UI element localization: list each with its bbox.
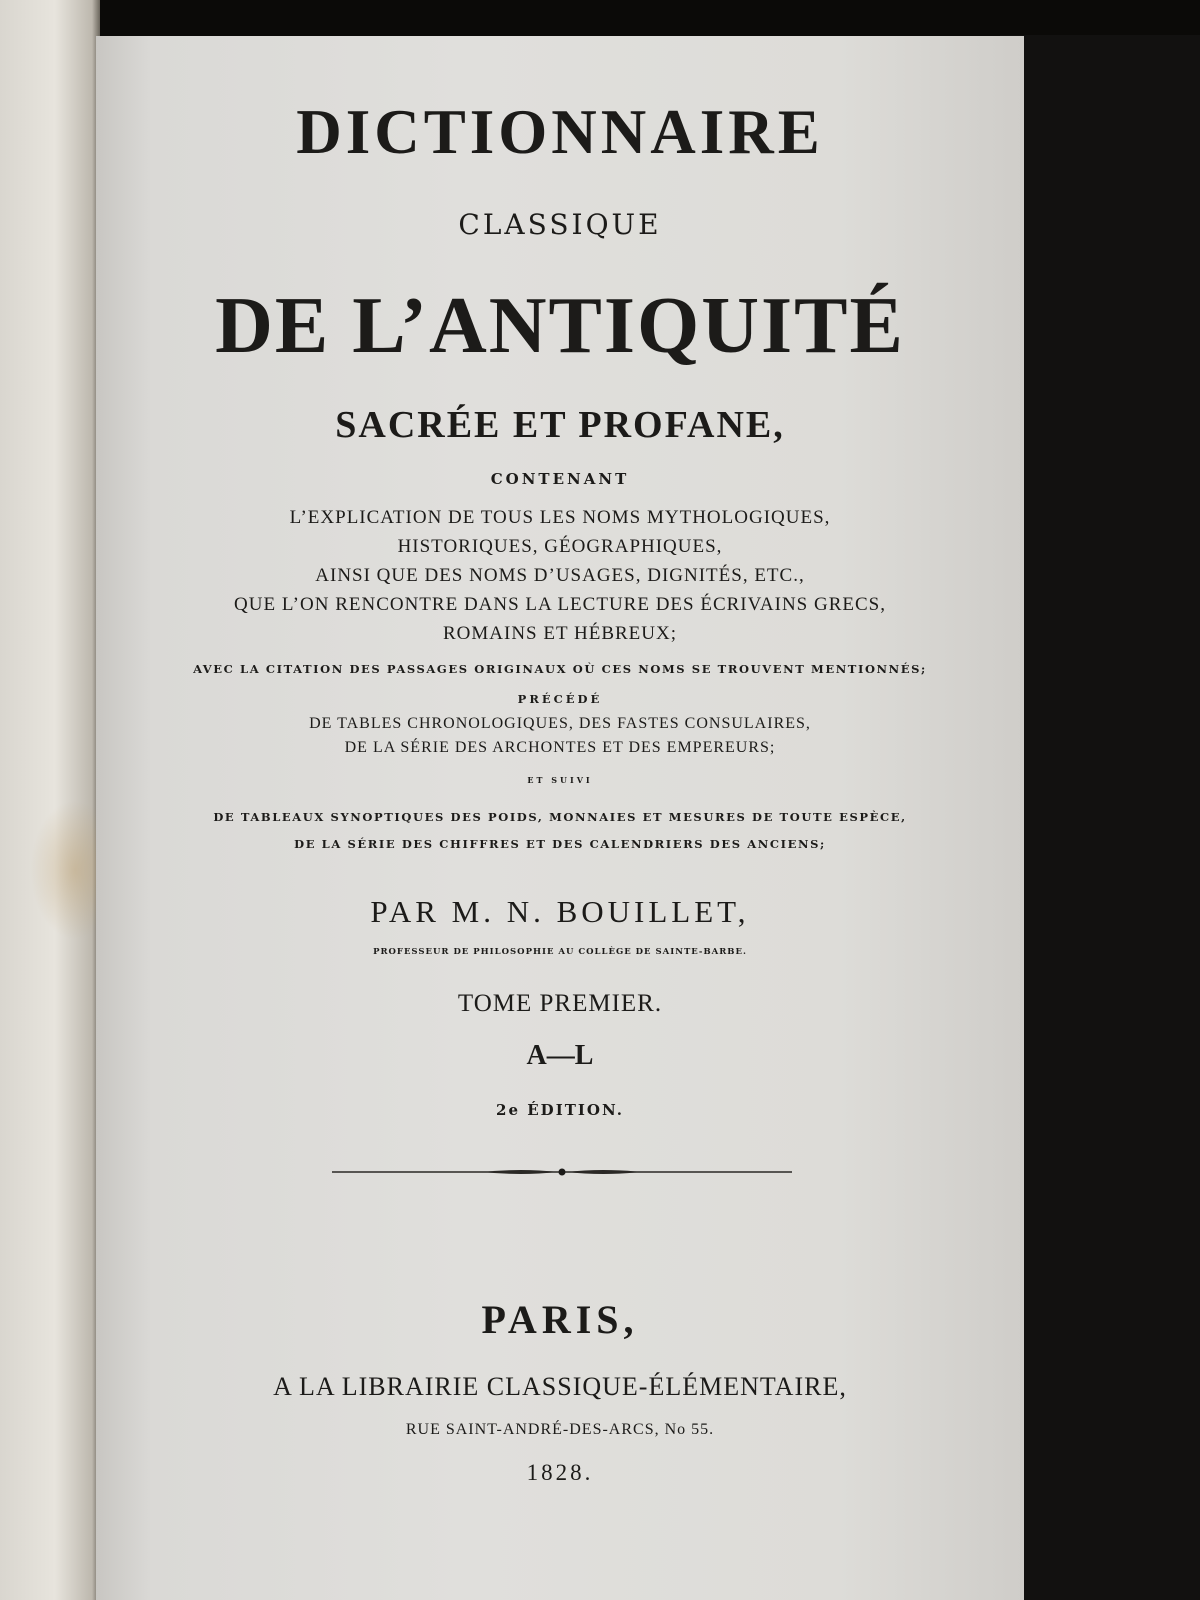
letter-range: A—L [526,1040,594,1071]
et-suivi-label: ET SUIVI [527,775,593,785]
precede-line: DE LA SÉRIE DES ARCHONTES ET DES EMPEREURS; [344,739,776,756]
address-label: RUE SAINT-ANDRÉ-DES-ARCS, No 55. [405,1421,715,1438]
dark-background [1000,35,1200,1600]
author-title: PROFESSEUR DE PHILOSOPHIE AU COLLÈGE DE SAINTE-BARBE. [373,947,747,957]
title-classique: CLASSIQUE [458,208,662,241]
description-line: AINSI QUE DES NOMS D’USAGES, DIGNITÉS, ETC., [315,565,805,586]
precede-label: PRÉCÉDÉ [517,692,603,706]
suivi-line: DE LA SÉRIE DES CHIFFRES ET DES CALENDRIERS DES ANCIENS; [294,837,826,851]
contenant-label: CONTENANT [490,470,630,488]
description-line: L’EXPLICATION DE TOUS LES NOMS MYTHOLOGIQUES, [289,507,831,528]
ornamental-rule [332,1167,792,1177]
author-line: PAR M. N. BOUILLET, [370,894,750,929]
description-line: HISTORIQUES, GÉOGRAPHIQUES, [397,536,723,557]
title-dictionnaire: DICTIONNAIRE [296,97,824,167]
description-line: ROMAINS ET HÉBREUX; [443,623,677,644]
precede-line: DE TABLES CHRONOLOGIQUES, DES FASTES CONSULAIRES, [309,715,811,732]
title-sacree-profane: SACRÉE ET PROFANE, [335,404,785,446]
citation-line: AVEC LA CITATION DES PASSAGES ORIGINAUX OÙ CES NOMS SE TROUVENT MENTIONNÉS; [193,662,927,676]
city-label: PARIS, [481,1297,639,1342]
left-page-edge [0,0,100,1600]
description-line: QUE L’ON RENCONTRE DANS LA LECTURE DES ÉCRIVAINS GRECS, [234,594,886,615]
edition-label: 2e ÉDITION. [496,1101,624,1119]
year-label: 1828. [526,1460,594,1485]
suivi-line: DE TABLEAUX SYNOPTIQUES DES POIDS, MONNAIES ET MESURES DE TOUTE ESPÈCE, [213,810,907,824]
publisher-label: A LA LIBRAIRIE CLASSIQUE-ÉLÉMENTAIRE, [273,1372,847,1401]
title-page [96,36,1024,1600]
title-antiquite: DE L’ANTIQUITÉ [215,282,905,370]
volume-label: TOME PREMIER. [457,990,663,1017]
